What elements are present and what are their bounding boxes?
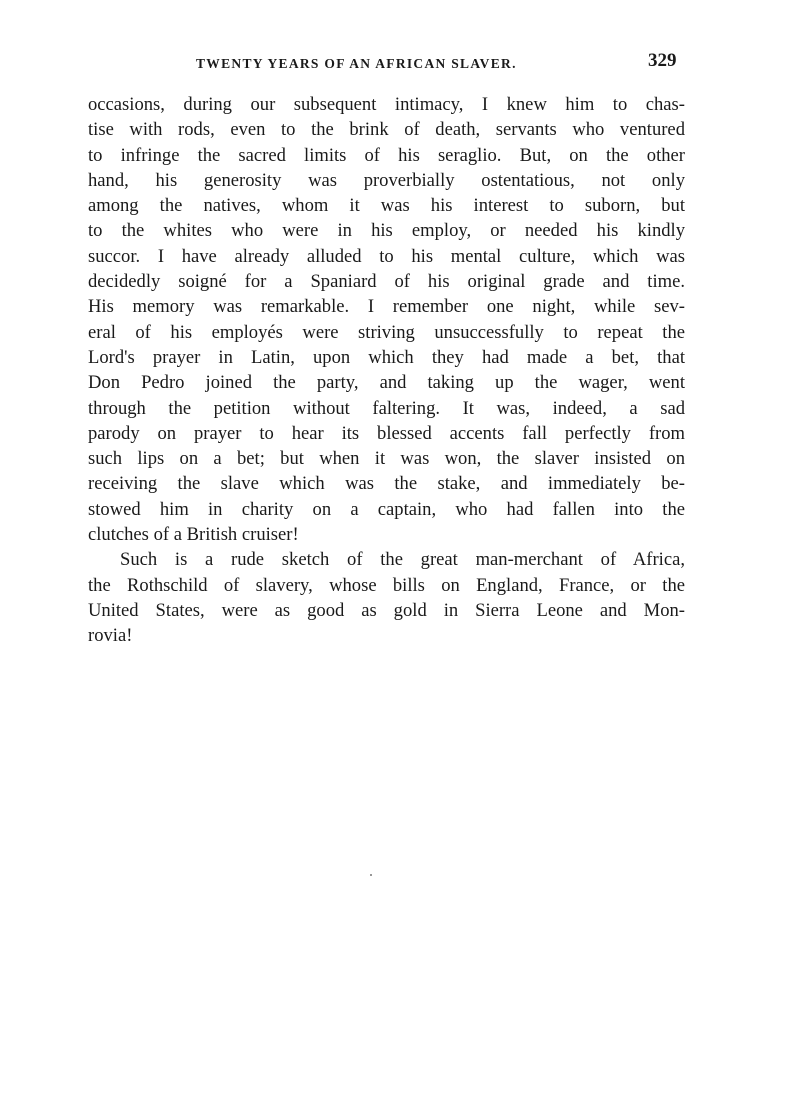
text-line: succor. I have already alluded to his mental culture, which was <box>88 245 685 267</box>
text-line: occasions, during our subsequent intimacy, I knew him to chas- <box>88 94 685 115</box>
running-title: TWENTY YEARS OF AN AFRICAN SLAVER. <box>196 56 517 71</box>
text-line: eral of his employés were striving unsuccessfully to repeat the <box>88 321 685 343</box>
text-line: tise with rods, even to the brink of death, servants who ventured <box>88 119 685 141</box>
text-line: receiving the slave which was the stake, and immediately be- <box>88 473 685 495</box>
text-line: Such is a rude sketch of the great man-merchant of Africa, <box>120 549 685 571</box>
text-line: hand, his generosity was proverbially ostentatious, not only <box>88 169 685 191</box>
text-line: clutches of a British cruiser! <box>88 524 299 546</box>
text-line: decidedly soigné for a Spaniard of his original grade and time. <box>88 271 685 293</box>
text-line: such lips on a bet; but when it was won, the slaver insisted on <box>88 448 685 470</box>
text-line: through the petition without faltering. It was, indeed, a sad <box>88 397 685 419</box>
text-line: parody on prayer to hear its blessed accents fall perfectly from <box>88 422 685 444</box>
text-line: Don Pedro joined the party, and taking up the wager, went <box>88 372 685 394</box>
text-line: among the natives, whom it was his interest to suborn, but <box>88 195 685 217</box>
page-number: 329 <box>648 50 677 71</box>
body-text <box>88 92 685 649</box>
text-line: to the whites who were in his employ, or needed his kindly <box>88 220 685 242</box>
text-line: United States, were as good as gold in Sierra Leone and Mon- <box>88 599 685 621</box>
scan-speck <box>370 874 372 876</box>
text-line: the Rothschild of slavery, whose bills on England, France, or the <box>88 574 685 596</box>
text-line: His memory was remarkable. I remember one night, while sev- <box>88 296 685 318</box>
text-line: to infringe the sacred limits of his seraglio. But, on the other <box>88 144 685 166</box>
text-line: stowed him in charity on a captain, who had fallen into the <box>88 498 685 520</box>
text-line: Lord's prayer in Latin, upon which they had made a bet, that <box>88 346 685 368</box>
text-line: rovia! <box>88 625 133 647</box>
